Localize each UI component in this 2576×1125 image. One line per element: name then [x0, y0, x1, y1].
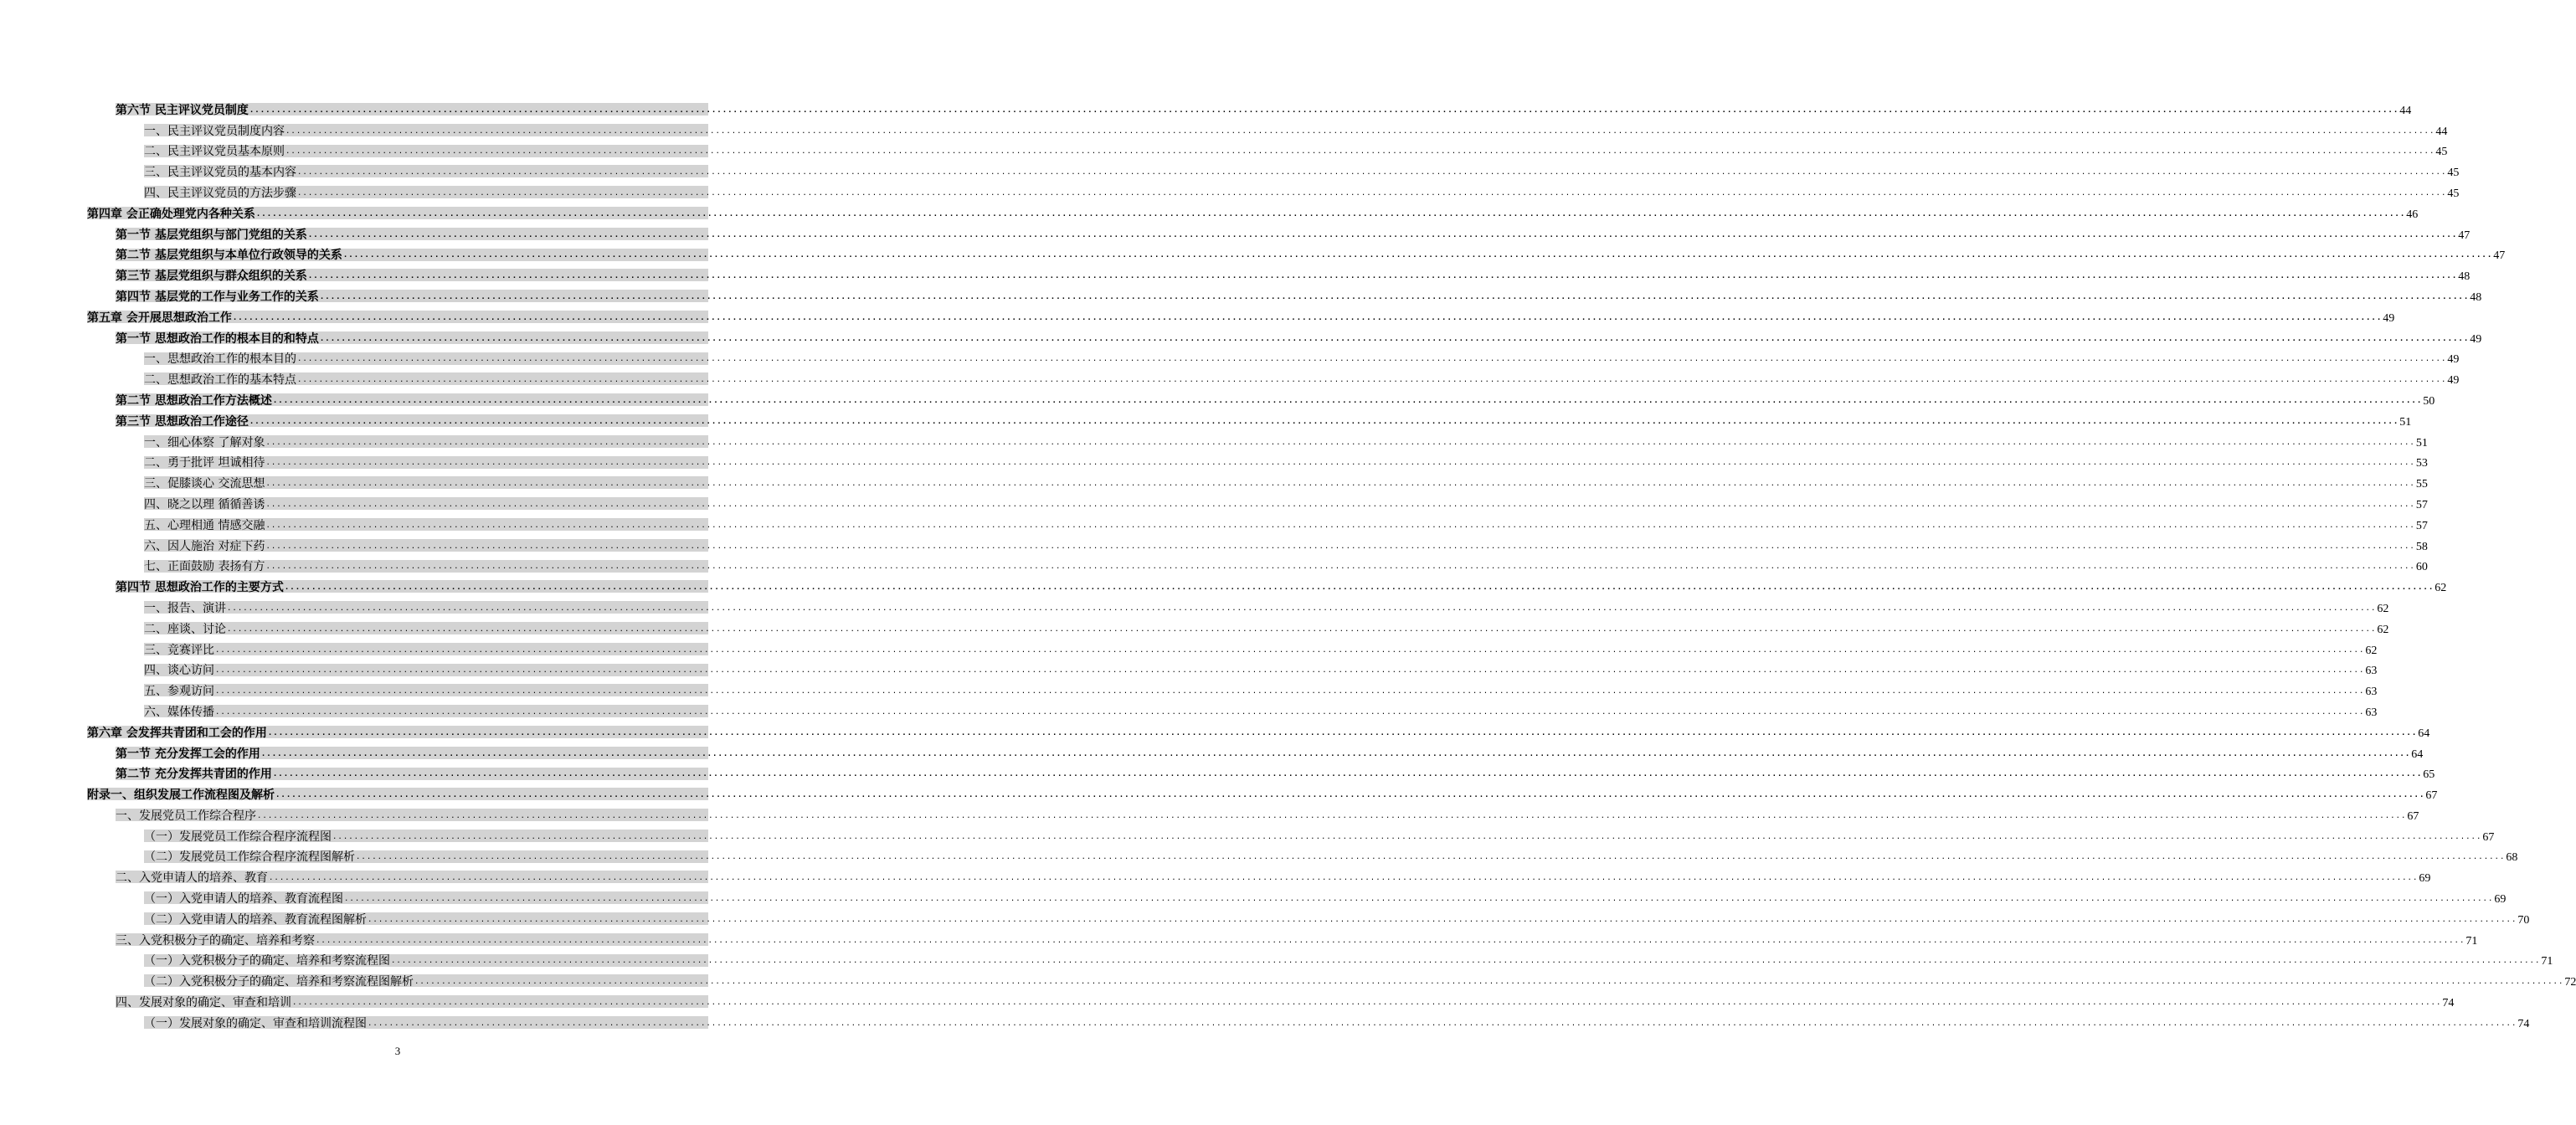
toc-entry-title: 第一节 思想政治工作的根本目的和特点	[116, 331, 319, 346]
dot-leader: ................................................................................................................................................................................................................................................................................................................................................................................................................	[332, 832, 2482, 841]
dot-leader: ................................................................................................................................................................................................................................................................................................................................................................................................................	[275, 791, 2425, 800]
toc-entry-page: 64	[2418, 727, 2430, 740]
toc-entry-page: 45	[2447, 167, 2460, 180]
dot-leader: ................................................................................................................................................................................................................................................................................................................................................................................................................	[297, 168, 2447, 177]
toc-entry-page: 69	[2419, 872, 2431, 886]
dot-leader: ................................................................................................................................................................................................................................................................................................................................................................................................................	[265, 500, 2415, 509]
toc-entry-title: 三、入党积极分子的确定、培养和考察	[116, 933, 315, 948]
toc-entry-title: 第二节 思想政治工作方法概述	[116, 393, 272, 408]
toc-entry-page: 44	[2399, 104, 2412, 117]
toc-entry[interactable]	[144, 886, 2507, 907]
toc-entry-page: 67	[2425, 789, 2438, 803]
toc-entry[interactable]	[116, 408, 2412, 429]
toc-entry-title: 一、细心体察 了解对象	[144, 435, 265, 449]
toc-entry[interactable]	[116, 927, 2478, 948]
dot-leader: ................................................................................................................................................................................................................................................................................................................................................................................................................	[285, 147, 2435, 157]
toc-entry-page: 71	[2465, 934, 2478, 948]
dot-leader: ................................................................................................................................................................................................................................................................................................................................................................................................................	[215, 687, 2365, 696]
dot-leader: ................................................................................................................................................................................................................................................................................................................................................................................................................	[265, 562, 2415, 572]
toc-entry-title: （一）发展党员工作综合程序流程图	[144, 830, 332, 844]
dot-leader: ................................................................................................................................................................................................................................................................................................................................................................................................................	[342, 251, 2493, 260]
toc-entry-title: 第二节 充分发挥共青团的作用	[116, 768, 272, 782]
toc-entry-page: 47	[2493, 249, 2506, 263]
toc-entry-title: 第四节 基层党的工作与业务工作的关系	[116, 290, 319, 304]
dot-leader: ................................................................................................................................................................................................................................................................................................................................................................................................................	[227, 604, 2377, 613]
dot-leader: ................................................................................................................................................................................................................................................................................................................................................................................................................	[260, 749, 2411, 758]
toc-entry-title: 一、思想政治工作的根本目的	[144, 352, 296, 367]
toc-entry-page: 63	[2365, 665, 2378, 678]
page-number: 3	[394, 1045, 401, 1057]
dot-leader: ................................................................................................................................................................................................................................................................................................................................................................................................................	[272, 396, 2423, 405]
toc-entry-page: 51	[2399, 415, 2412, 429]
dot-leader: ................................................................................................................................................................................................................................................................................................................................................................................................................	[265, 521, 2415, 530]
toc-entry[interactable]	[144, 512, 2428, 533]
toc-entry[interactable]	[116, 388, 2435, 408]
toc-entry-title: 二、座谈、讨论	[144, 622, 226, 636]
dot-leader: ................................................................................................................................................................................................................................................................................................................................................................................................................	[267, 728, 2418, 737]
toc-entry[interactable]	[144, 470, 2428, 491]
toc-entry-page: 63	[2365, 706, 2378, 719]
toc-entry[interactable]	[116, 284, 2482, 305]
toc-entry-title: 三、民主评议党员的基本内容	[144, 166, 296, 180]
dot-leader: ................................................................................................................................................................................................................................................................................................................................................................................................................	[297, 376, 2447, 385]
toc-entry[interactable]	[144, 118, 2448, 139]
toc-entry[interactable]	[144, 533, 2428, 554]
toc-entry-title: 四、晓之以理 循循善诱	[144, 497, 265, 511]
toc-entry-title: 第二节 基层党组织与本单位行政领导的关系	[116, 249, 342, 263]
toc-entry-title: （二）入党申请人的培养、教育流程图解析	[144, 912, 367, 927]
dot-leader: ................................................................................................................................................................................................................................................................................................................................................................................................................	[215, 666, 2365, 676]
dot-leader: ................................................................................................................................................................................................................................................................................................................................................................................................................	[285, 126, 2435, 136]
toc-entry-title: 第五章 会开展思想政治工作	[87, 311, 232, 325]
toc-entry[interactable]	[116, 762, 2435, 783]
toc-entry-page: 63	[2365, 686, 2378, 699]
dot-leader: ................................................................................................................................................................................................................................................................................................................................................................................................................	[292, 999, 2442, 1008]
dot-leader: ................................................................................................................................................................................................................................................................................................................................................................................................................	[269, 874, 2419, 883]
toc-entry-page: 48	[2458, 270, 2471, 284]
toc-entry-title: 第一节 充分发挥工会的作用	[116, 747, 260, 761]
toc-entry-page: 70	[2517, 913, 2530, 927]
toc-entry-title: （二）入党积极分子的确定、培养和考察流程图解析	[144, 975, 414, 989]
dot-leader: ................................................................................................................................................................................................................................................................................................................................................................................................................	[297, 355, 2447, 364]
toc-entry[interactable]	[87, 720, 2430, 741]
toc-entry-title: 一、报告、演讲	[144, 601, 226, 615]
toc-entry-title: 五、参观访问	[144, 685, 214, 699]
toc-entry-title: 第四节 思想政治工作的主要方式	[116, 581, 284, 595]
dot-leader: ................................................................................................................................................................................................................................................................................................................................................................................................................	[356, 853, 2506, 862]
toc-entry[interactable]	[144, 968, 2576, 989]
toc-entry-page: 48	[2470, 290, 2482, 304]
toc-entry-page: 65	[2423, 768, 2435, 782]
dot-leader: ................................................................................................................................................................................................................................................................................................................................................................................................................	[319, 292, 2470, 301]
toc-entry-page: 62	[2435, 582, 2447, 595]
toc-entry[interactable]	[116, 263, 2471, 284]
toc-entry-title: 第三节 思想政治工作途径	[116, 414, 249, 429]
toc-entry-page: 62	[2377, 623, 2389, 636]
dot-leader: ................................................................................................................................................................................................................................................................................................................................................................................................................	[232, 313, 2383, 322]
toc-entry[interactable]	[144, 159, 2460, 180]
toc-entry-page: 50	[2423, 394, 2435, 408]
toc-entry-title: （一）入党申请人的培养、教育流程图	[144, 892, 343, 907]
toc-entry-title: 二、民主评议党员基本原则	[144, 145, 285, 159]
toc-entry-page: 51	[2415, 436, 2428, 449]
toc-entry[interactable]	[144, 658, 2378, 679]
toc-entry-title: 三、促膝谈心 交流思想	[144, 477, 265, 491]
dot-leader: ................................................................................................................................................................................................................................................................................................................................................................................................................	[297, 188, 2447, 198]
dot-leader: ................................................................................................................................................................................................................................................................................................................................................................................................................	[316, 936, 2465, 945]
toc-entry-page: 74	[2442, 997, 2455, 1010]
toc-entry-page: 45	[2435, 146, 2448, 159]
toc-entry[interactable]	[144, 595, 2389, 616]
toc-entry[interactable]	[116, 243, 2506, 264]
toc-entry-title: 五、心理相通 情感交融	[144, 518, 265, 532]
toc-entry-title: 二、勇于批评 坦诚相待	[144, 456, 265, 470]
dot-leader: ................................................................................................................................................................................................................................................................................................................................................................................................................	[307, 272, 2458, 281]
toc-entry-page: 72	[2564, 976, 2576, 989]
dot-leader: ................................................................................................................................................................................................................................................................................................................................................................................................................	[307, 230, 2458, 239]
toc-entry-title: 第四章 会正确处理党内各种关系	[87, 207, 255, 221]
toc-entry[interactable]	[144, 450, 2428, 471]
toc-entry[interactable]	[144, 554, 2428, 575]
dot-leader: ................................................................................................................................................................................................................................................................................................................................................................................................................	[255, 209, 2406, 218]
dot-leader: ................................................................................................................................................................................................................................................................................................................................................................................................................	[249, 417, 2399, 426]
toc-entry-title: 四、发展对象的确定、审查和培训	[116, 996, 291, 1010]
dot-leader: ................................................................................................................................................................................................................................................................................................................................................................................................................	[284, 583, 2435, 593]
toc-entry[interactable]	[144, 845, 2518, 866]
toc-entry[interactable]	[144, 699, 2378, 720]
toc-entry[interactable]	[144, 1010, 2530, 1031]
toc-entry-page: 60	[2415, 561, 2428, 574]
table-of-contents	[87, 97, 2576, 1031]
toc-entry-title: 二、入党申请人的培养、教育	[116, 871, 268, 886]
toc-entry[interactable]	[116, 326, 2482, 347]
toc-entry[interactable]	[144, 824, 2495, 845]
toc-entry-title: 七、正面鼓励 表扬有方	[144, 560, 265, 574]
toc-entry[interactable]	[116, 222, 2471, 243]
dot-leader: ................................................................................................................................................................................................................................................................................................................................................................................................................	[414, 978, 2564, 987]
toc-entry-title: 三、竞赛评比	[144, 643, 214, 657]
dot-leader: ................................................................................................................................................................................................................................................................................................................................................................................................................	[265, 459, 2415, 468]
dot-leader: ................................................................................................................................................................................................................................................................................................................................................................................................................	[368, 1019, 2517, 1028]
toc-entry[interactable]	[144, 429, 2428, 450]
toc-entry-page: 64	[2411, 747, 2424, 761]
toc-entry[interactable]	[116, 803, 2419, 824]
toc-entry[interactable]	[144, 678, 2378, 699]
dot-leader: ................................................................................................................................................................................................................................................................................................................................................................................................................	[368, 915, 2517, 924]
toc-entry-title: 六、媒体传播	[144, 705, 214, 719]
dot-leader: ................................................................................................................................................................................................................................................................................................................................................................................................................	[265, 480, 2415, 489]
toc-entry-title: 第三节 基层党组织与群众组织的关系	[116, 270, 307, 284]
toc-entry[interactable]	[87, 201, 2419, 222]
toc-entry-title: 四、谈心访问	[144, 664, 214, 678]
dot-leader: ................................................................................................................................................................................................................................................................................................................................................................................................................	[257, 811, 2407, 820]
dot-leader: ................................................................................................................................................................................................................................................................................................................................................................................................................	[319, 334, 2470, 343]
toc-entry[interactable]	[116, 574, 2447, 595]
dot-leader: ................................................................................................................................................................................................................................................................................................................................................................................................................	[215, 645, 2365, 655]
toc-entry-page: 44	[2435, 125, 2448, 138]
toc-entry-page: 71	[2541, 955, 2553, 968]
toc-entry-page: 67	[2407, 809, 2419, 823]
toc-entry[interactable]	[87, 305, 2395, 326]
toc-entry[interactable]	[144, 367, 2460, 388]
toc-entry-page: 68	[2506, 851, 2518, 865]
toc-entry[interactable]	[87, 782, 2438, 803]
toc-entry[interactable]	[144, 347, 2460, 367]
toc-entry[interactable]	[144, 180, 2460, 201]
toc-entry[interactable]	[144, 948, 2553, 969]
toc-entry-page: 57	[2415, 519, 2428, 532]
dot-leader: ................................................................................................................................................................................................................................................................................................................................................................................................................	[265, 438, 2415, 447]
toc-entry-title: 附录一、组织发展工作流程图及解析	[87, 789, 275, 803]
toc-entry-title: 一、发展党员工作综合程序	[116, 809, 256, 823]
toc-entry-page: 49	[2447, 374, 2460, 388]
toc-entry-page: 49	[2383, 311, 2395, 325]
toc-entry-title: 一、民主评议党员制度内容	[144, 124, 285, 138]
dot-leader: ................................................................................................................................................................................................................................................................................................................................................................................................................	[215, 707, 2365, 717]
toc-entry-page: 46	[2406, 208, 2419, 221]
toc-entry-title: 第六节 民主评议党员制度	[116, 103, 249, 117]
toc-entry[interactable]	[144, 616, 2389, 637]
toc-entry-title: （一）发展对象的确定、审查和培训流程图	[144, 1016, 367, 1030]
dot-leader: ................................................................................................................................................................................................................................................................................................................................................................................................................	[391, 957, 2541, 966]
toc-entry-page: 55	[2415, 478, 2428, 491]
toc-entry-title: 四、民主评议党员的方法步骤	[144, 186, 296, 200]
toc-entry-title: 六、因人施治 对症下药	[144, 539, 265, 553]
dot-leader: ................................................................................................................................................................................................................................................................................................................................................................................................................	[272, 770, 2423, 779]
toc-entry-page: 49	[2447, 353, 2460, 367]
toc-entry-page: 62	[2365, 644, 2378, 657]
toc-entry-title: 第六章 会发挥共青团和工会的作用	[87, 726, 267, 740]
dot-leader: ................................................................................................................................................................................................................................................................................................................................................................................................................	[227, 624, 2377, 634]
dot-leader: ................................................................................................................................................................................................................................................................................................................................................................................................................	[344, 895, 2494, 904]
toc-entry-page: 67	[2482, 830, 2495, 844]
toc-entry-page: 69	[2494, 893, 2507, 907]
toc-entry-page: 45	[2447, 187, 2460, 200]
toc-entry[interactable]	[144, 907, 2530, 927]
toc-entry[interactable]	[116, 989, 2455, 1010]
toc-entry[interactable]	[116, 865, 2431, 886]
toc-entry[interactable]	[144, 491, 2428, 512]
toc-entry-title: 二、思想政治工作的基本特点	[144, 373, 296, 388]
toc-entry-title: （一）入党积极分子的确定、培养和考察流程图	[144, 954, 390, 968]
toc-entry-page: 74	[2517, 1017, 2530, 1030]
toc-entry[interactable]	[116, 97, 2412, 118]
toc-entry-page: 57	[2415, 498, 2428, 511]
toc-entry[interactable]	[144, 139, 2448, 160]
toc-entry-page: 58	[2415, 540, 2428, 553]
toc-entry-page: 62	[2377, 602, 2389, 615]
toc-entry[interactable]	[116, 741, 2424, 762]
toc-entry-title: （二）发展党员工作综合程序流程图解析	[144, 850, 355, 865]
toc-entry-page: 49	[2470, 332, 2482, 346]
dot-leader: ................................................................................................................................................................................................................................................................................................................................................................................................................	[265, 542, 2415, 551]
toc-entry[interactable]	[144, 637, 2378, 658]
toc-entry-page: 53	[2415, 457, 2428, 470]
toc-entry-page: 47	[2458, 229, 2471, 242]
toc-entry-title: 第一节 基层党组织与部门党组的关系	[116, 228, 307, 242]
dot-leader: ................................................................................................................................................................................................................................................................................................................................................................................................................	[249, 105, 2399, 115]
